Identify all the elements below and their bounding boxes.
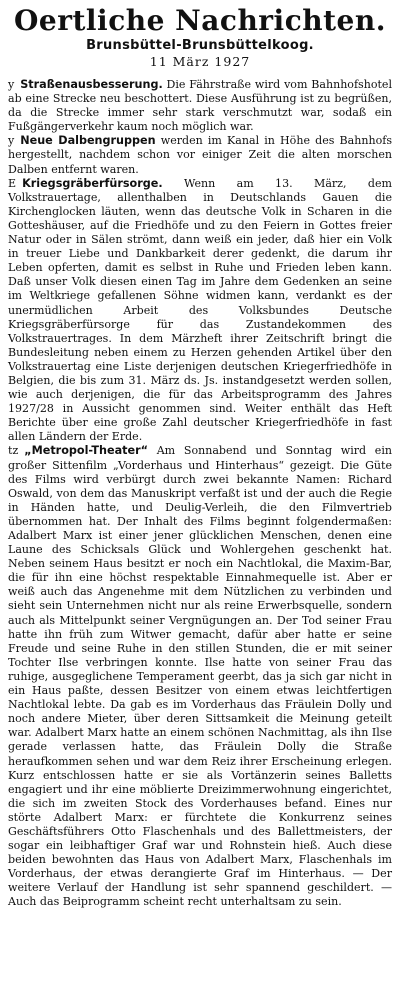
masthead: Oertliche Nachrichten. <box>14 4 386 37</box>
article-body: Die Fährstraße wird vom Bahnhofshotel ab eine Strecke neu beschottert. Diese Ausführung ist zu begrüßen, da die Strecke immer sehr stark verschmutzt war, sodaß ein Fußgängerverkehr kaum noch möglich war. <box>8 78 392 134</box>
article-tag: y <box>8 78 15 91</box>
article-kriegsgraeberfuersorge <box>8 177 392 445</box>
article-body: Wenn am 13. März, dem Volkstrauertage, allenthalben in Deutschlands Gauen die Kirchenglocken läuten, wenn das deutsche Volk in Scharen in die Gotteshäuser, auf die Friedhöfe und zu den Feiern in Gottes freier Natur oder in Sälen strömt, dann weiß ein jeder, daß hier ein Volk in treuer Liebe und Dankbarkeit derer gedenkt, die darum ihr Leben opferten, damit es selbst in Ruhe und Frieden leben kann. Daß unser Volk diesen einen Tag im Jahre dem Gedenken an seine im Weltkriege gefallenen Söhne widmen kann, verdankt es der unermüdlichen Arbeit des Volksbundes Deutsche Kriegsgräberfürsorge für das Zustandekommen des Volkstrauertrages. In dem Märzheft ihrer Zeitschrift bringt die Bundesleitung neben einem zu Herzen gehenden Artikel über den Volkstrauertag eine Liste derjenigen deutschen Kriegerfriedhöfe in Belgien, die bis zum 31. März ds. Js. instandgesetzt werden sollen, wie auch derjenigen, die für das Arbeitsprogramm des Jahres 1927/28 in Aussicht genommen sind. Weiter enthält das Heft Berichte über eine große Zahl deutscher Kriegerfriedhöfe in fast allen Ländern der Erde. <box>8 176 392 444</box>
article-headline: Neue Dalbengruppen <box>20 134 156 148</box>
article-strassenausbesserung <box>8 78 392 134</box>
article-metropol-theater <box>8 444 392 909</box>
article-headline: „Metropol-Theater“ <box>24 444 148 458</box>
article-tag: y <box>8 134 15 148</box>
article-tag: E <box>8 176 17 190</box>
article-body: werden im Kanal in Höhe des Bahnhofs hergestellt, nachdem schon vor einiger Zeit die alten morschen Dalben entfernt waren. <box>8 134 393 176</box>
article-dalbengruppen <box>8 134 392 176</box>
article-headline: Straßenausbesserung. <box>20 78 163 91</box>
article-body: Am Sonnabend und Sonntag wird ein großer Sittenfilm „Vorderhaus und Hinterhaus“ gezeigt. Die Güte des Films wird verbürgt durch zwei bekannte Namen: Richard Oswald, von dem das Manuskript verfaßt ist und der auch die Regie in Händen hatte, und Deulig-Verleih, die den Filmvertrieb übernommen hat. Der Inhalt des Films beginnt folgendermaßen: Adalbert Marx ist einer jener glücklichen Menschen, denen eine Laune des Schicksals Glück und Wohlergehen geschenkt hat. Neben seinem Haus besitzt er noch ein Nachtlokal, die Maxim-Bar, die für ihn eine höchst respektable Einnahmequelle ist. Aber er weiß auch das Angenehme mit dem Nützlichen zu verbinden und sieht sein Unternehmen nicht nur als reine Erwerbsquelle, sondern auch als Mittelpunkt seiner Vergnügungen an. Der Tod seiner Frau hatte ihn früh zum Witwer gemacht, dafür aber hatte er seine Freude und seine Ruhe in den stillen Stunden, die er mit seiner Tochter Ilse verbringen konnte. Ilse hatte von seiner Frau das ruhige, ausgeglichene Temperament geerbt, das ja sich gar nicht in ein Haus paßte, dessen Besitzer von einem etwas leichtfertigen Nachtlokal lebte. Da gab es im Vorderhaus das Fräulein Dolly und noch andere Mieter, über deren Sittsamkeit die Meinung geteilt war. Adalbert Marx hatte an einem schönen Nachmittag, als ihn Ilse gerade verlassen hatte, das Fräulein Dolly die Straße heraufkommen sehen und war dem Reiz ihrer Erscheinung erlegen. Kurz entschlossen hatte er sie als Vortänzerin seines Balletts engagiert und ihr eine möblierte Dreizimmerwohnung eingerichtet, die sich im zweiten Stock des Vorderhauses befand. Eines nur störte Adalbert Marx: er fürchtete die Konkurrenz seines Geschäftsführers Otto Flaschenhals und des Ballettmeisters, der sogar ein leibhaftiger Graf war und Rohnstein hieß. Auch diese beiden bewohnten das Haus von Adalbert Marx, Flaschenhals im Vorderhaus, der etwas derangierte Graf im Hinterhaus. — Der weitere Verlauf der Handlung ist sehr spannend geschildert. — Auch das Beiprogramm scheint recht unterhaltsam zu sein. <box>8 444 392 909</box>
date: 11 März 1927 <box>149 54 251 69</box>
article-tag: tz <box>8 444 19 458</box>
dateline: Brunsbüttel-Brunsbüttelkoog. <box>86 38 314 53</box>
article-headline: Kriegsgräberfürsorge. <box>22 176 163 190</box>
